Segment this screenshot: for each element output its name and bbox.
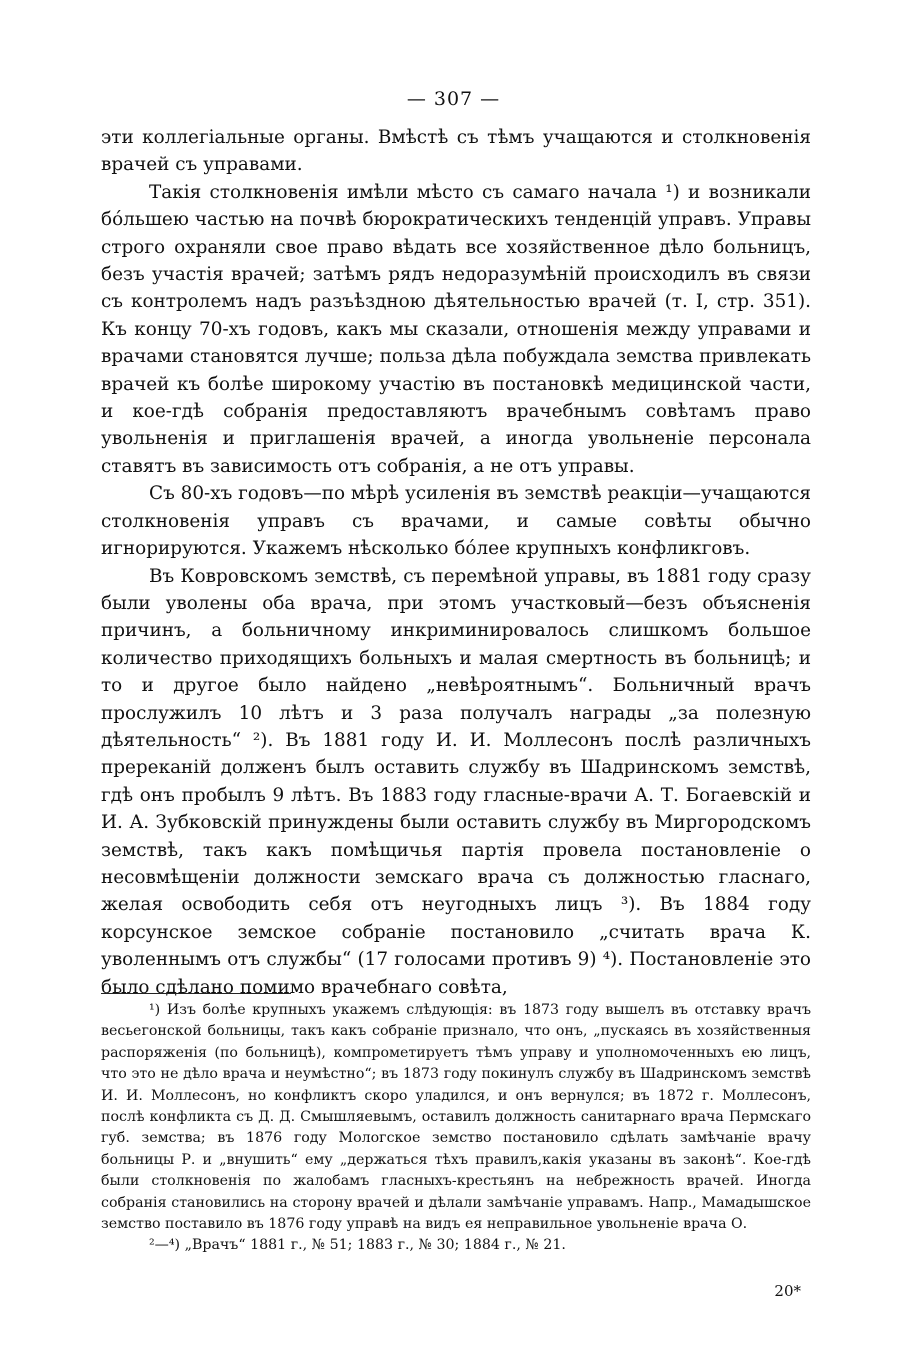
footnote: ²—⁴) „Врачъ“ 1881 г., № 51; 1883 г., № 30; 1884 г., № 21. — [149, 1237, 566, 1254]
footnote-divider — [101, 993, 291, 994]
page-number: — 307 — — [406, 88, 501, 110]
printer-signature: 20* — [774, 1282, 801, 1300]
paragraph: Такія столкновенія имѣли мѣсто съ самаго начала ¹) и возникали бо́льшею частью на почвѣ бюрократическихъ тенденцій управъ. Управы строго охраняли свое право вѣдать все хозяйственное дѣло больницъ, безъ участія врачей; затѣмъ рядъ недоразумѣній происходилъ въ связи съ контролемъ надъ разъѣздною дѣятельностью врачей (т. I, стр. 351). Къ концу 70-хъ годовъ, какъ мы сказали, отношенія между управами и врачами становятся лучше; польза дѣла побуждала земства привлекать врачей къ болѣе широкому участію въ постановкѣ медицинской части, и кое-гдѣ собранія предоставляютъ врачебнымъ совѣтамъ право увольненія и приглашенія врачей, а иногда увольненіе персонала ставятъ въ зависимость отъ собранія, а не отъ управы. — [101, 181, 811, 477]
paragraph: Съ 80-хъ годовъ—по мѣрѣ усиленія въ земствѣ реакціи—учащаются столкновенія управъ съ врачами, и самые совѣты обычно игнорируются. Укажемъ нѣсколько бо́лее крупныхъ конфликговъ. — [101, 483, 811, 560]
main-text — [101, 124, 811, 1001]
footnotes — [101, 1000, 811, 1257]
paragraph: эти коллегіальные органы. Вмѣстѣ съ тѣмъ учащаются и столкновенія врачей съ управами. — [101, 127, 811, 176]
footnote: ¹) Изъ болѣе крупныхъ укажемъ слѣдующія: въ 1873 году вышелъ въ отставку врачъ весьегонской больницы, такъ какъ собраніе признало, что онъ, „пускаясь въ хозяйственныя распоряженія (по больницѣ), компрометируетъ тѣмъ управу и уполномоченныхъ ею лицъ, что это не дѣло врача и неумѣстно“; въ 1873 году покинулъ службу въ Шадринскомъ земствѣ И. И. Моллесонъ, но конфликтъ скоро уладился, и онъ вернулся; въ 1872 г. Моллесонъ, послѣ конфликта съ Д. Д. Смышляевымъ, оставилъ должность санитарнаго врача Пермскаго губ. земства; въ 1876 году Мологское земство постановило сдѣлать замѣчаніе врачу больницы Р. и „внушить“ ему „держаться тѣхъ правилъ,какія указаны въ законѣ“. Кое-гдѣ были столкновенія по жалобамъ гласныхъ-крестьянъ на небрежность врачей. Иногда собранія становились на сторону врачей и дѣлали замѣчаніе управамъ. Напр., Мамадышское земство поставило въ 1876 году управѣ на видъ ея неправильное увольненіе врача О. — [101, 1002, 811, 1233]
paragraph: Въ Ковровскомъ земствѣ, съ перемѣной управы, въ 1881 году сразу были уволены оба врача, при этомъ участковый—безъ объясненія причинъ, а больничному инкриминировалось слишкомъ большое количество приходящихъ больныхъ и малая смертность въ больницѣ; и то и другое было найдено „невѣроятнымъ“. Больничный врачъ прослужилъ 10 лѣтъ и 3 раза получалъ награды „за полезную дѣятельность“ ²). Въ 1881 году И. И. Моллесонъ послѣ различныхъ пререканій долженъ былъ оставить службу въ Шадринскомъ земствѣ, гдѣ онъ пробылъ 9 лѣтъ. Въ 1883 году гласные-врачи А. Т. Богаевскій и И. А. Зубковскій принуждены были оставить службу въ Миргородскомъ земствѣ, такъ какъ помѣщичья партія провела постановленіе о несовмѣщеніи должности земскаго врача съ должностью гласнаго, желая освободить себя отъ неугодныхъ лицъ ³). Въ 1884 году корсунское земское собраніе постановило „считать врача К. уволеннымъ отъ службы“ (17 голосами противъ 9) ⁴). Постановленіе это было сдѣлано помимо врачебнаго совѣта, — [101, 565, 811, 998]
